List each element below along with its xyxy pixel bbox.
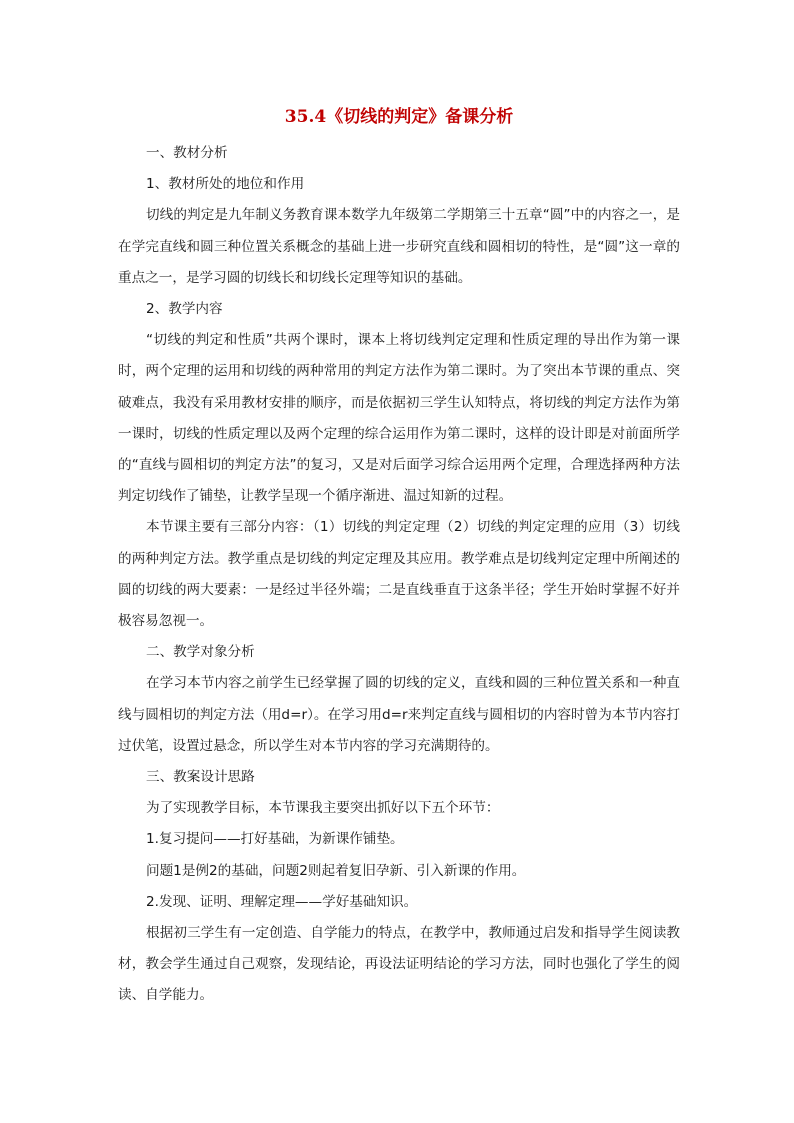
section-1-1-heading: 1、教材所处的地位和作用 — [146, 176, 305, 193]
section-3-intro: 为了实现教学目标，本节课我主要突出抓好以下五个环节： — [146, 800, 500, 817]
section-3-item-1-note: 问题1是例2的基础，问题2则起着复旧孕新、引入新课的作用。 — [146, 862, 526, 879]
section-3-item-1: 1.复习提问——打好基础，为新课作铺垫。 — [146, 831, 404, 848]
section-2-heading: 二、教学对象分析 — [146, 644, 255, 661]
section-3-item-2-paragraph: 根据初三学生有一定创造、自学能力的特点，在教学中，教师通过启发和指导学生阅读教材，教会学生通过自己观察，发现结论，再设法证明结论的学习方法，同时也强化了学生的阅读、自学能力。 — [118, 925, 680, 1004]
section-1-2-paragraph-1: “切线的判定和性质”共两个课时，课本上将切线判定定理和性质定理的导出作为第一课时，两个定理的运用和切线的两种常用的判定方法作为第二课时。为了突出本节课的重点、突破难点，我没有采用教材安排的顺序，而是依据初三学生认知特点，将切线的判定方法作为第一课时，切线的性质定理以及两个定理的综合运用作为第二课时，这样的设计即是对前面所学的“直线与圆相切的判定方法”的复习，又是对后面学习综合运用两个定理，合理选择两种方法判定切线作了铺垫，让教学呈现一个循序渐进、温过知新的过程。 — [118, 332, 680, 505]
section-1-2-heading: 2、教学内容 — [146, 301, 223, 318]
section-2-paragraph: 在学习本节内容之前学生已经掌握了圆的切线的定义，直线和圆的三种位置关系和一种直线与圆相切的判定方法（用d=r）。在学习用d=r来判定直线与圆相切的内容时曾为本节内容打过伏笔，设置过悬念，所以学生对本节内容的学习充满期待的。 — [118, 675, 680, 754]
document-title: 35.4《切线的判定》备课分析 — [284, 107, 514, 127]
section-3-item-2: 2.发现、证明、理解定理——学好基础知识。 — [146, 893, 418, 910]
document-page — [118, 100, 680, 1012]
section-1-1-paragraph: 切线的判定是九年制义务教育课本数学九年级第二学期第三十五章“圆”中的内容之一，是在学完直线和圆三种位置关系概念的基础上进一步研究直线和圆相切的特性，是“圆”这一章的重点之一，是学习圆的切线长和切线长定理等知识的基础。 — [118, 207, 680, 286]
section-3-heading: 三、教案设计思路 — [146, 769, 255, 786]
section-1-heading: 一、教材分析 — [146, 145, 228, 161]
section-1-2-paragraph-2: 本节课主要有三部分内容：（1）切线的判定定理（2）切线的判定定理的应用（3）切线的两种判定方法。教学重点是切线的判定定理及其应用。教学难点是切线判定定理中所阐述的圆的切线的两大要素：一是经过半径外端；二是直线垂直于这条半径；学生开始时掌握不好并极容易忽视一。 — [118, 519, 680, 630]
